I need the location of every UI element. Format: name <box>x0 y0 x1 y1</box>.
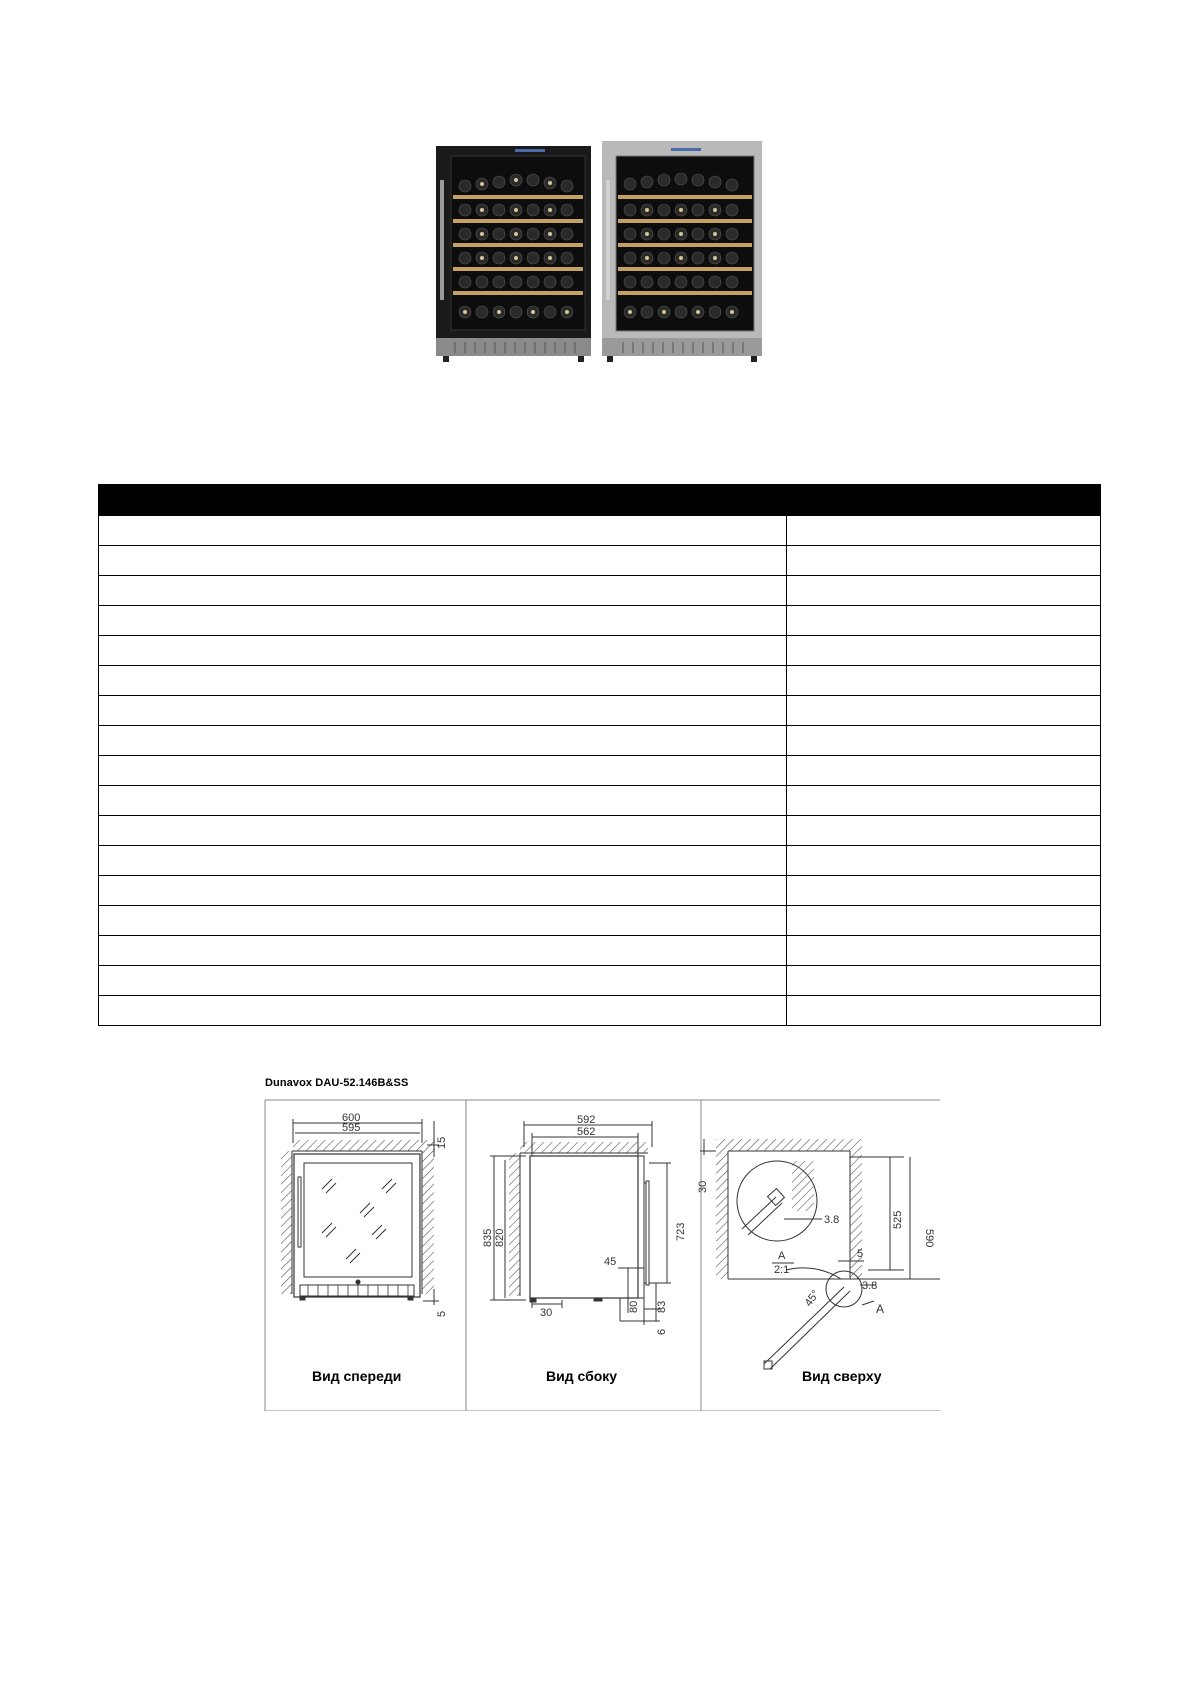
table-cell <box>787 516 1101 546</box>
wine-cooler-black <box>436 146 591 362</box>
table-cell <box>99 606 787 636</box>
table-cell <box>787 696 1101 726</box>
table-cell <box>787 876 1101 906</box>
dim-gap-5: 5 <box>436 1310 448 1317</box>
detail-marker: A <box>876 1302 885 1316</box>
dim-gap-15: 15 <box>436 1136 448 1149</box>
dim-80: 80 <box>628 1300 640 1313</box>
dim-3-8: 3.8 <box>862 1280 878 1292</box>
top-view-label: Вид сверху <box>802 1368 882 1384</box>
table-cell <box>787 726 1101 756</box>
table-cell <box>99 696 787 726</box>
front-view-label: Вид спереди <box>312 1368 402 1384</box>
dim-30: 30 <box>540 1307 553 1319</box>
detail-ref: A <box>778 1250 786 1262</box>
table-row <box>99 786 1101 816</box>
table-cell <box>787 666 1101 696</box>
table-header-cell <box>99 485 787 516</box>
dimension-drawing <box>264 1099 940 1411</box>
table-row <box>99 846 1101 876</box>
table-row <box>99 666 1101 696</box>
table-cell <box>99 816 787 846</box>
table-row <box>99 756 1101 786</box>
table-cell <box>99 636 787 666</box>
table-cell <box>787 576 1101 606</box>
table-cell <box>99 576 787 606</box>
door-angle: 45° <box>802 1288 823 1309</box>
table-cell <box>99 546 787 576</box>
dim-height-820: 820 <box>494 1228 506 1247</box>
table-row <box>99 696 1101 726</box>
side-view <box>490 1121 671 1325</box>
table-row <box>99 816 1101 846</box>
table-cell <box>99 936 787 966</box>
table-cell <box>99 996 787 1026</box>
side-view-label: Вид сбоку <box>546 1368 618 1384</box>
table-cell <box>787 606 1101 636</box>
table-header-cell <box>787 485 1101 516</box>
table-cell <box>787 636 1101 666</box>
table-cell <box>787 906 1101 936</box>
table-cell <box>99 726 787 756</box>
table-cell <box>99 966 787 996</box>
table-cell <box>99 846 787 876</box>
table-row <box>99 936 1101 966</box>
dim-depth-592: 592 <box>577 1114 596 1126</box>
dim-3-8: 3.8 <box>824 1214 840 1226</box>
table-cell <box>99 906 787 936</box>
table-row <box>99 606 1101 636</box>
dim-height-723: 723 <box>675 1222 687 1241</box>
dim-525: 525 <box>892 1210 904 1229</box>
dim-depth-562: 562 <box>577 1126 596 1138</box>
table-cell <box>787 936 1101 966</box>
drawing-caption: Dunavox DAU-52.146B&SS <box>265 1077 409 1089</box>
table-row <box>99 546 1101 576</box>
table-row <box>99 966 1101 996</box>
dim-30: 30 <box>697 1180 709 1193</box>
table-cell <box>99 756 787 786</box>
detail-scale: 2:1 <box>774 1264 790 1276</box>
table-row <box>99 516 1101 546</box>
wine-cooler-stainless <box>602 141 762 362</box>
dim-83: 83 <box>656 1300 668 1313</box>
table-cell <box>787 846 1101 876</box>
table-cell <box>99 786 787 816</box>
table-row <box>99 636 1101 666</box>
spec-table <box>98 484 1101 1026</box>
table-cell <box>787 816 1101 846</box>
table-cell <box>787 756 1101 786</box>
table-row <box>99 906 1101 936</box>
product-photo <box>435 140 765 366</box>
table-cell <box>787 996 1101 1026</box>
dim-590: 590 <box>923 1229 935 1248</box>
table-row <box>99 996 1101 1026</box>
top-view <box>700 1139 940 1369</box>
table-row <box>99 726 1101 756</box>
table-row <box>99 876 1101 906</box>
dim-width-595: 595 <box>342 1122 361 1134</box>
table-row <box>99 576 1101 606</box>
dim-45: 45 <box>604 1256 617 1268</box>
dim-height-835: 835 <box>482 1228 494 1247</box>
table-cell <box>99 876 787 906</box>
table-cell <box>787 546 1101 576</box>
dim-6: 6 <box>656 1328 668 1335</box>
table-cell <box>787 786 1101 816</box>
table-cell <box>787 966 1101 996</box>
table-header-row <box>99 485 1101 516</box>
front-view <box>281 1119 439 1305</box>
table-cell <box>99 666 787 696</box>
dim-5: 5 <box>857 1248 864 1260</box>
table-cell <box>99 516 787 546</box>
dim-width-600: 600 <box>342 1112 361 1124</box>
